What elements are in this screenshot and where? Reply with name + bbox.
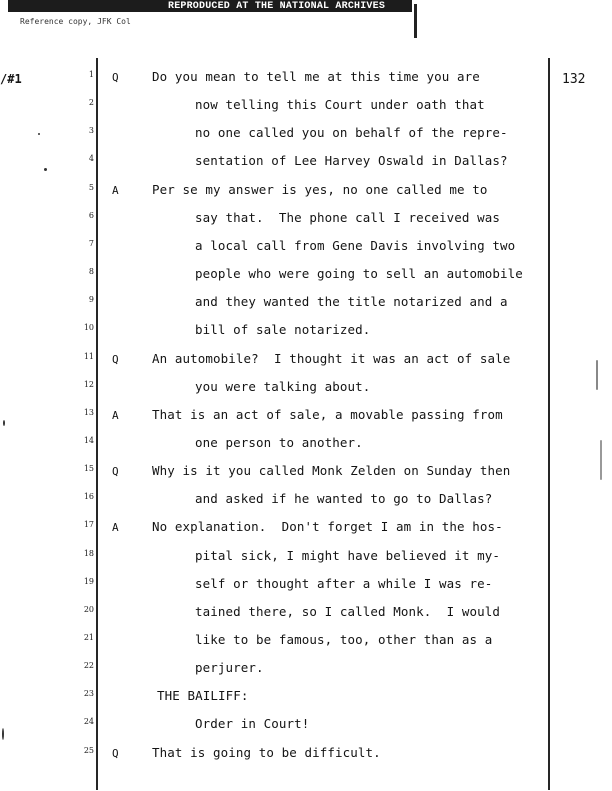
line-number: 11 [83, 351, 94, 361]
line-number: 21 [83, 633, 94, 642]
transcript-line [0, 632, 612, 652]
line-number: 5 [88, 182, 94, 192]
transcript-line [0, 322, 612, 342]
line-number: 23 [83, 689, 94, 699]
transcript-line [0, 238, 612, 258]
transcript-line [0, 294, 612, 314]
archive-banner [8, 0, 412, 12]
line-text: bill of sale notarized. [195, 322, 371, 338]
transcript-line [0, 379, 612, 399]
line-text: people who were going to sell an automobile [195, 266, 523, 282]
line-number: 20 [83, 604, 94, 614]
line-text: An automobile? I thought it was an act of sale [152, 350, 511, 366]
line-number: 25 [83, 745, 94, 755]
transcript-line [0, 716, 612, 736]
line-text: and they wanted the title notarized and a [195, 294, 508, 310]
line-number: 24 [83, 717, 94, 727]
transcript-line [0, 182, 612, 202]
transcript-line [0, 266, 612, 286]
line-number: 3 [88, 126, 94, 136]
speaker-label: A [112, 408, 119, 422]
speaker-label: Q [112, 352, 119, 366]
line-text: self or thought after a while I was re- [195, 575, 493, 591]
transcript-line [0, 97, 612, 117]
line-text: now telling this Court under oath that [195, 97, 485, 113]
transcript-line [0, 407, 612, 427]
reference-note: Reference copy, JFK Col [20, 17, 131, 26]
line-text: That is an act of sale, a movable passing from [152, 406, 503, 422]
line-number: 8 [88, 267, 94, 277]
transcript-line [0, 463, 612, 483]
line-number: 12 [83, 379, 94, 389]
line-number: 22 [83, 661, 94, 671]
line-number: 10 [83, 323, 94, 333]
line-number: 6 [88, 210, 94, 220]
speaker-label: A [112, 521, 119, 535]
line-text: THE BAILIFF: [157, 688, 249, 704]
line-text: tained there, so I called Monk. I would [195, 603, 501, 619]
transcript-line [0, 548, 612, 568]
line-text: That is going to be difficult. [152, 744, 381, 760]
speaker-label: Q [112, 746, 119, 760]
line-text: No explanation. Don't forget I am in the hos- [152, 519, 503, 535]
speaker-label: Q [112, 71, 119, 84]
archive-banner-text: REPRODUCED AT THE NATIONAL ARCHIVES [168, 1, 386, 12]
line-number: 13 [83, 407, 94, 417]
line-number: 19 [83, 576, 94, 586]
line-text: pital sick, I might have believed it my- [195, 547, 501, 563]
page-number: 132 [562, 72, 586, 87]
line-number: 1 [88, 70, 94, 79]
line-text: Do you mean to tell me at this time you are [152, 69, 480, 84]
line-text: one person to another. [195, 434, 363, 450]
transcript-line [0, 491, 612, 511]
transcript-line [0, 125, 612, 145]
line-number: 4 [88, 154, 94, 164]
speaker-label: A [112, 183, 119, 197]
line-number: 9 [88, 295, 94, 305]
margin-note: /#1 [0, 72, 22, 86]
line-number: 18 [83, 548, 94, 558]
line-text: sentation of Lee Harvey Oswald in Dallas? [195, 153, 508, 169]
line-text: Per se my answer is yes, no one called me to [152, 181, 488, 197]
transcript-line [0, 210, 612, 230]
line-text: perjurer. [195, 660, 264, 676]
line-text: no one called you on behalf of the repre- [195, 125, 508, 141]
line-number: 7 [88, 238, 94, 248]
transcript-line [0, 435, 612, 455]
transcript-line [0, 153, 612, 173]
line-text: like to be famous, too, other than as a [195, 632, 493, 647]
transcript-line [0, 519, 612, 539]
transcript-line [0, 576, 612, 596]
transcript-line [0, 660, 612, 680]
transcript-line [0, 69, 612, 89]
speaker-label: Q [112, 465, 119, 479]
line-text: you were talking about. [195, 378, 371, 394]
line-text: a local call from Gene Davis involving two [195, 237, 516, 253]
transcript-line [0, 604, 612, 624]
line-number: 16 [83, 492, 94, 502]
transcript-line [0, 745, 612, 765]
line-text: and asked if he wanted to go to Dallas? [195, 491, 493, 507]
line-text: Why is it you called Monk Zelden on Sunday then [152, 463, 511, 479]
header-mark [414, 4, 417, 38]
line-text: Order in Court! [195, 716, 310, 732]
transcript-line [0, 351, 612, 371]
transcript-line [0, 688, 612, 708]
line-number: 14 [83, 435, 94, 445]
line-number: 15 [83, 464, 94, 474]
line-number: 17 [83, 520, 94, 530]
line-number: 2 [88, 98, 94, 108]
line-text: say that. The phone call I received was [195, 209, 501, 225]
